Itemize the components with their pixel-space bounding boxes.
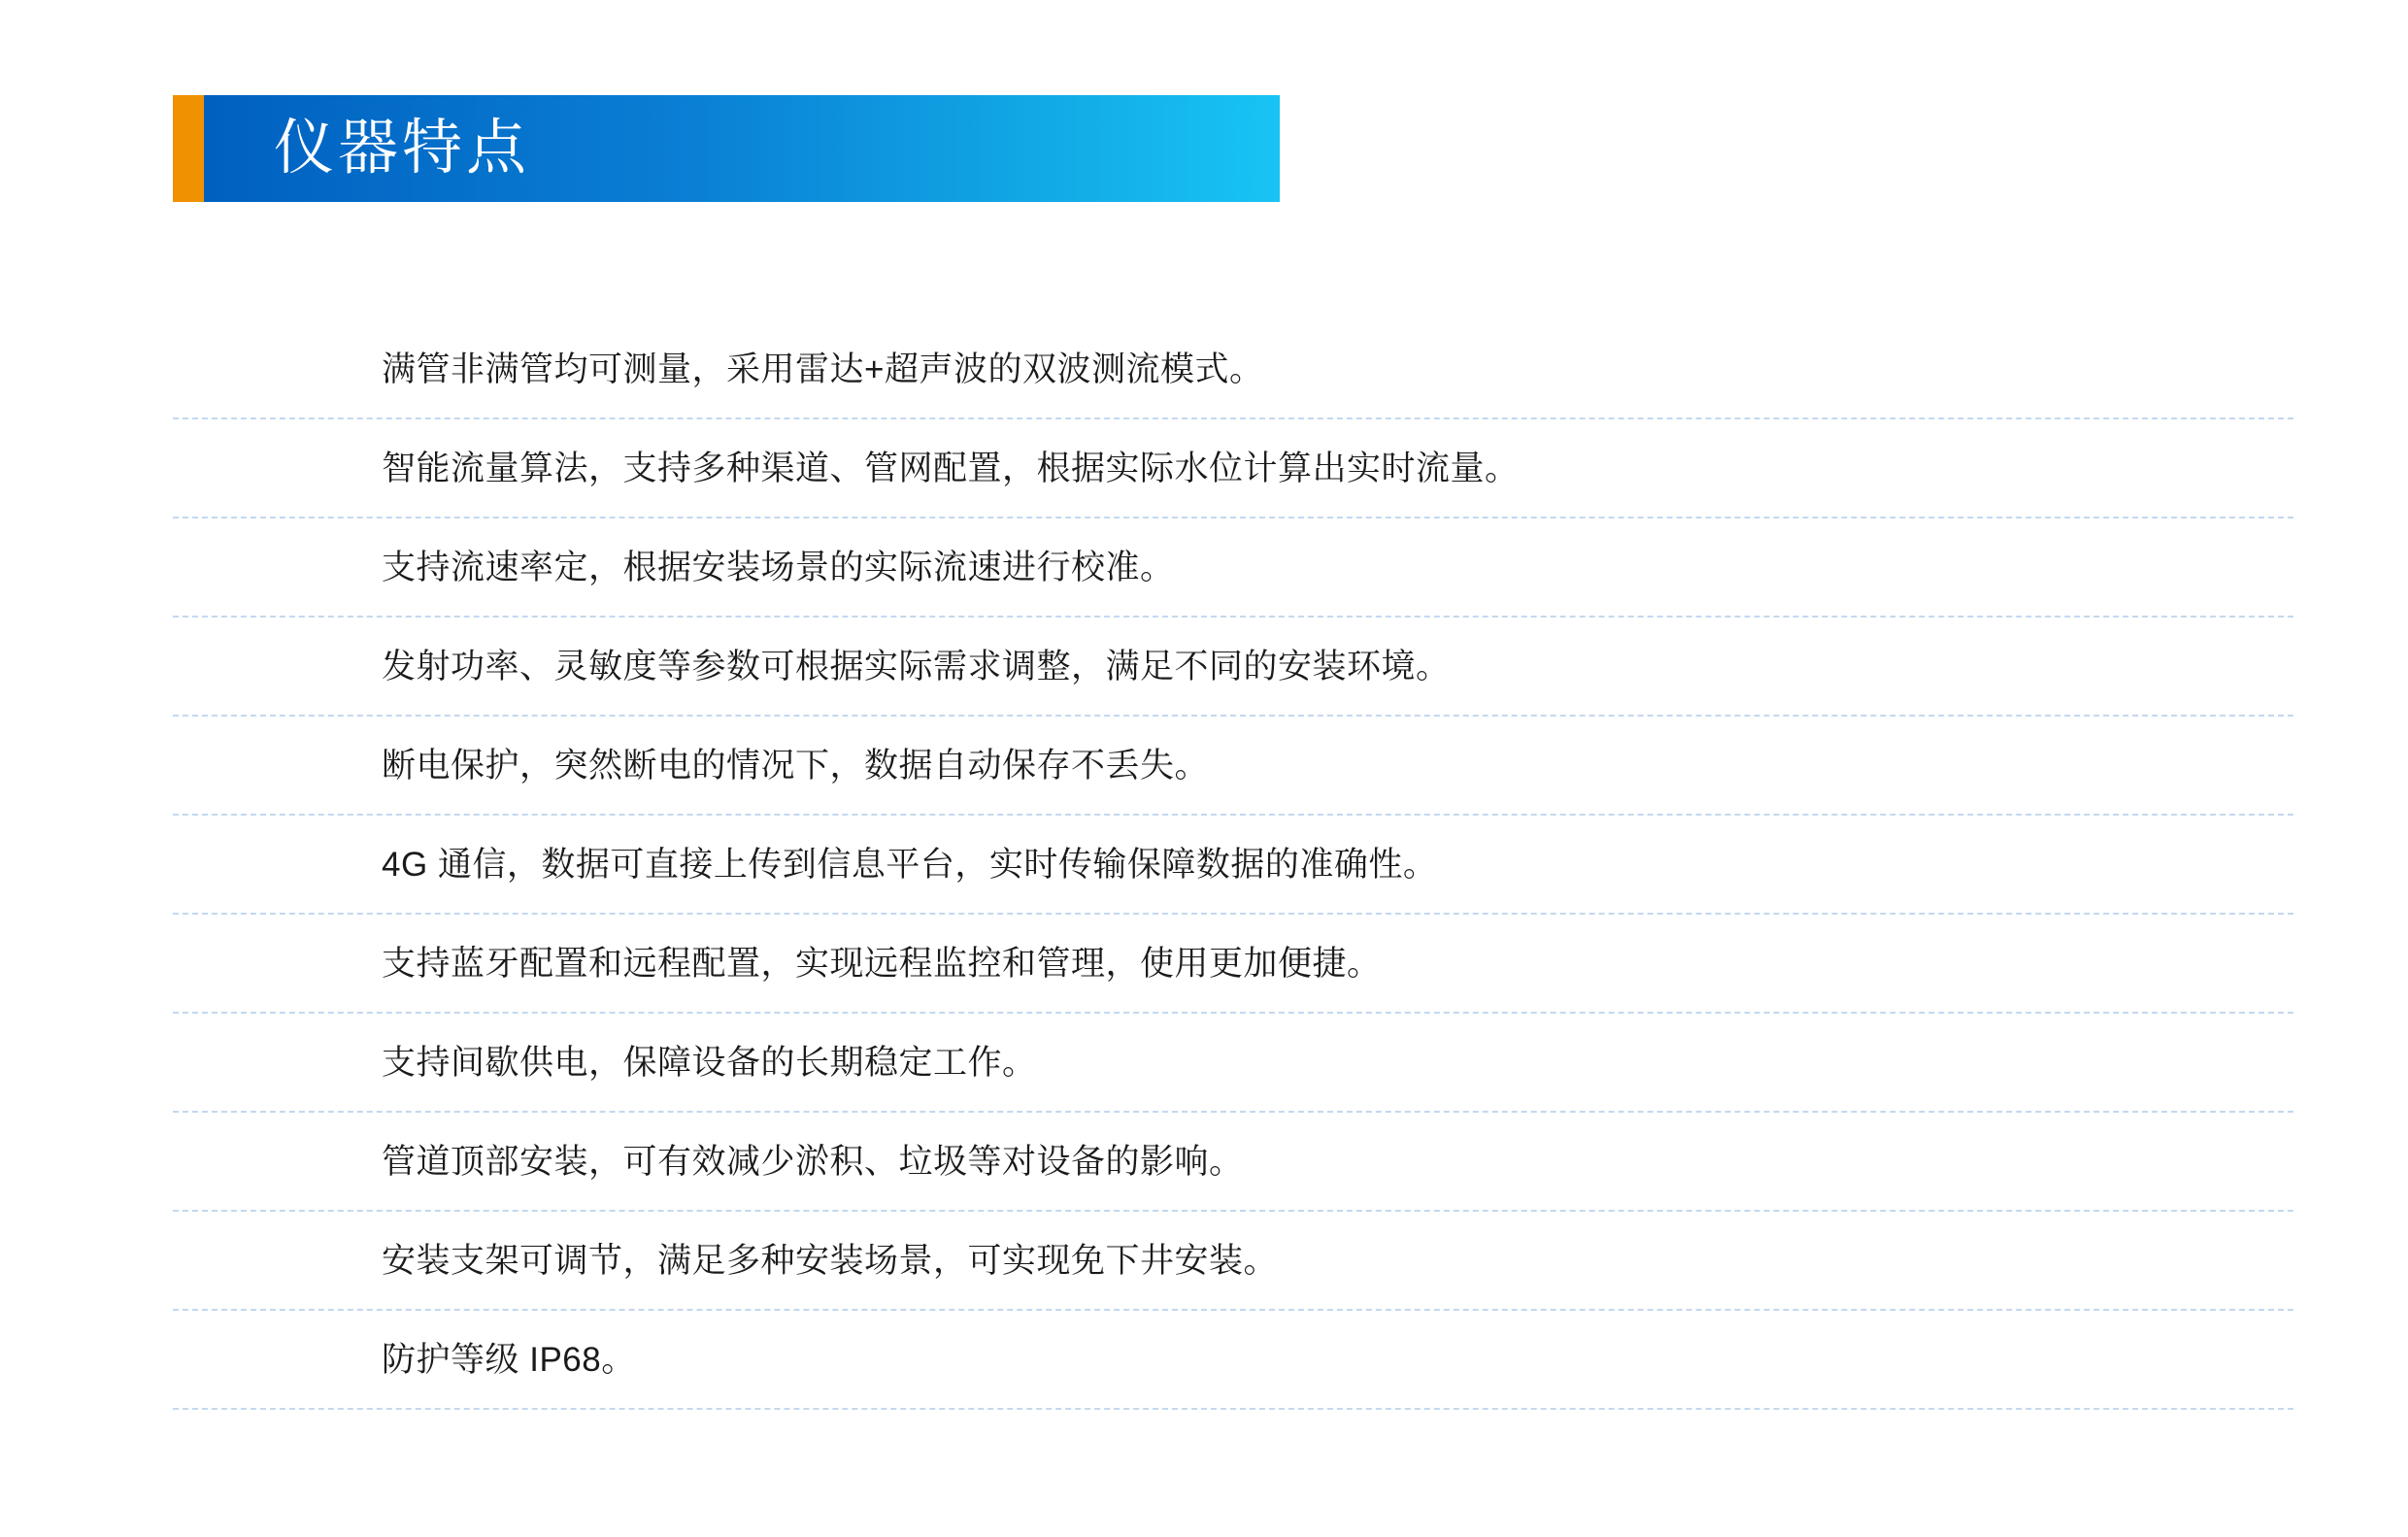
title-gradient-band [204,95,1280,202]
feature-text: 4G 通信，数据可直接上传到信息平台，实时传输保障数据的准确性。 [382,845,1438,884]
list-item [173,717,2293,816]
feature-text: 支持蓝牙配置和远程配置，实现远程监控和管理，使用更加便捷。 [382,944,1382,983]
feature-text: 管道顶部安装，可有效减少淤积、垃圾等对设备的影响。 [382,1142,1244,1181]
feature-text: 满管非满管均可测量，采用雷达+超声波的双波测流模式。 [382,350,1264,388]
list-item [173,320,2293,419]
feature-text: 防护等级 IP68。 [382,1340,636,1379]
list-item [173,419,2293,518]
list-item [173,1212,2293,1311]
feature-text: 发射功率、灵敏度等参数可根据实际需求调整，满足不同的安装环境。 [382,647,1451,685]
list-item [173,816,2293,915]
list-item [173,518,2293,618]
list-item [173,1014,2293,1113]
feature-text: 智能流量算法，支持多种渠道、管网配置，根据实际水位计算出实时流量。 [382,449,1520,487]
feature-text: 支持流速率定，根据安装场景的实际流速进行校准。 [382,548,1175,586]
feature-text: 断电保护，突然断电的情况下，数据自动保存不丢失。 [382,746,1210,785]
page-title: 仪器特点 [274,115,531,182]
feature-text: 支持间歇供电，保障设备的长期稳定工作。 [382,1043,1037,1082]
list-item [173,1113,2293,1212]
slide-title-bar [173,95,1280,202]
feature-text: 安装支架可调节，满足多种安装场景，可实现免下井安装。 [382,1241,1279,1280]
list-item [173,618,2293,717]
feature-list [173,320,2293,1410]
title-accent-block [173,95,204,202]
list-item [173,915,2293,1014]
list-item [173,1311,2293,1410]
